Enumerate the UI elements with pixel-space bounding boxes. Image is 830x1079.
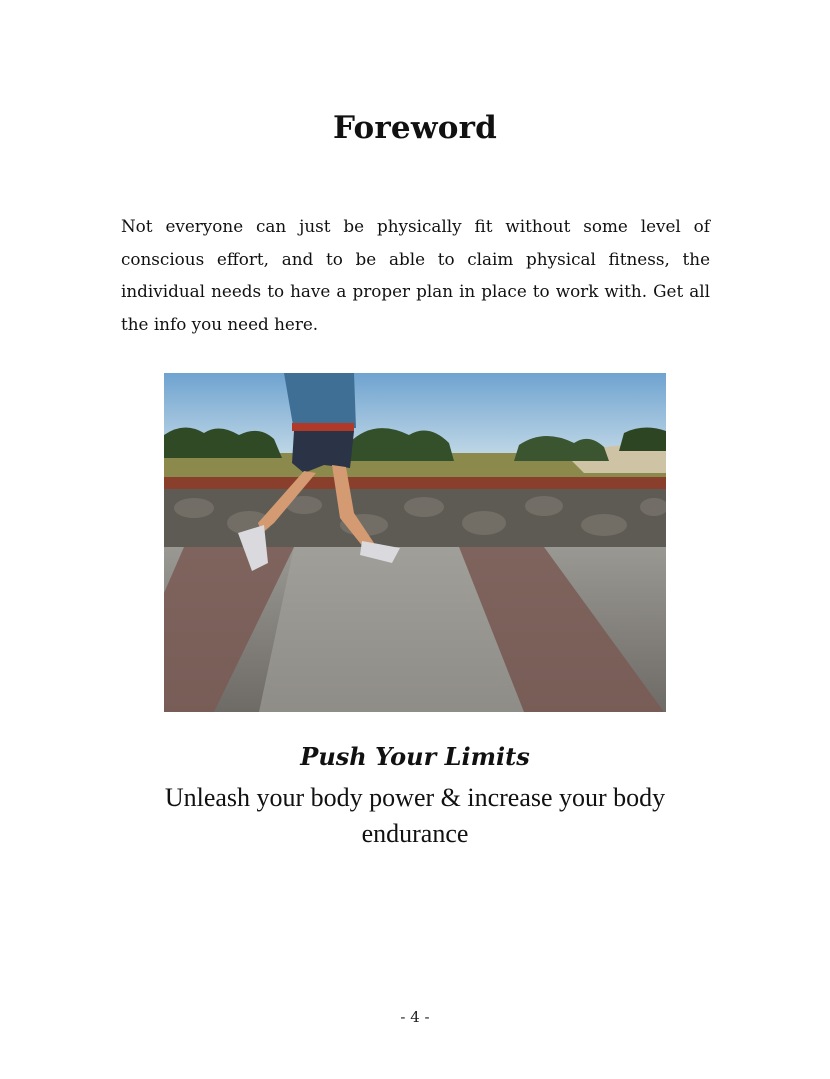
foreword-paragraph: Not everyone can just be physically fit without some level of conscious effort, and to be able to claim physical fitness, the individual needs to have a proper plan in place to work with. Get all the info you need here.	[121, 216, 710, 334]
photo-wall-cap	[164, 477, 666, 489]
caption-title: Push Your Limits	[300, 742, 530, 771]
runner-photo	[164, 373, 666, 712]
page-heading: Foreword	[332, 110, 498, 146]
page-number: - 4 -	[400, 1008, 430, 1026]
caption-subtitle: Unleash your body power & increase your body endurance	[164, 783, 666, 848]
